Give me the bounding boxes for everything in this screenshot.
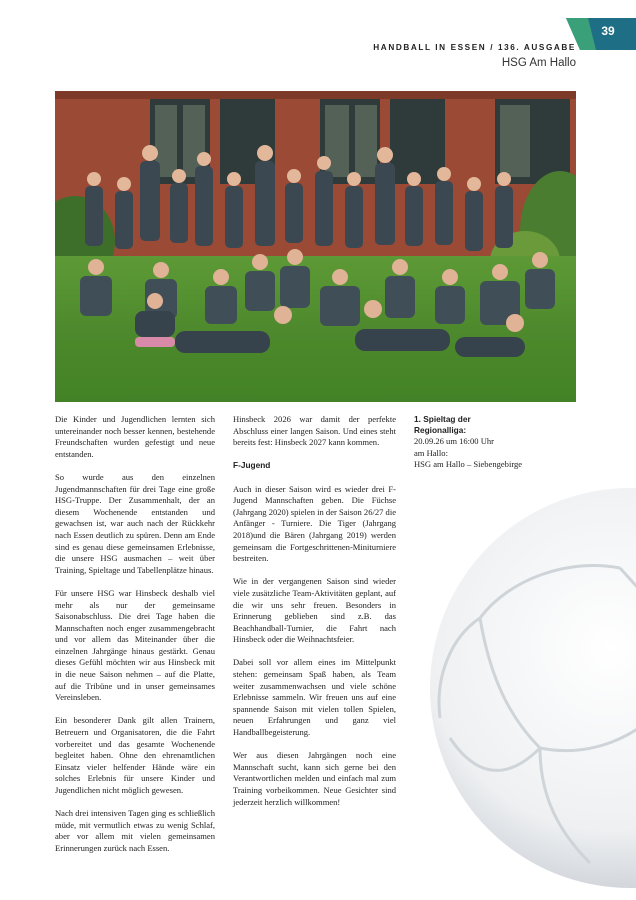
match-date: 20.09.26 um 16:00 Uhr — [414, 436, 495, 446]
paragraph: So wurde aus den einzelnen Jugendmannschaften für drei Tage eine große HSG-Truppe. Der Zusammenhalt, der an diesem Wochenende entstanden und gewachsen ist, war auch nach der Rückkehr nach Essen deutlich zu spüren. Denn am Ende sind es genau diese gemeinsamen Erlebnisse, die unsere HSG ausmachen – weit über Training, Spieltage und Tabellenplätze hinaus. — [55, 471, 215, 575]
article-column-1 — [55, 414, 215, 866]
match-info-heading-line: 1. Spieltag der — [414, 414, 471, 424]
match-venue: am Hallo: — [414, 447, 448, 458]
match-pairing: HSG am Hallo – Siebengebirge — [414, 459, 523, 470]
club-name: HSG Am Hallo — [501, 57, 576, 69]
match-info-heading — [414, 414, 564, 436]
paragraph: Auch in dieser Saison wird es wieder drei F-Jugend Mannschaften geben. Die Füchse (Jahrgang 2020) spielen in der Saison 26/27 die Anfänger - Turniere. Die Tiger (Jahrgang 2018)und die Bären (Jahrgang 2019) werden gemeinsam die Fortgeschrittenen-Miniturniere bestreiten. — [233, 483, 396, 564]
paragraph: Wer aus diesen Jahrgängen noch eine Mannschaft sucht, kann sich gerne bei den Verantwortlichen melden und einfach mal zum Training vorbeikommen. Neue Gesichter sind jederzeit herzlich willkommen! — [233, 750, 396, 807]
section-heading: F-Jugend — [233, 460, 271, 471]
paragraph: Dabei soll vor allem eines im Mittelpunkt stehen: gemeinsam Spaß haben, als Team weiter zusammenwachsen und viele schöne Erlebnisse sammeln. Wir freuen uns auf eine spannende Saison mit vielen tollen Spielen, neuen Erfahrungen und ganz viel Handballbegeisterung. — [233, 657, 396, 738]
team-photo — [55, 91, 576, 402]
paragraph: Ein besonderer Dank gilt allen Trainern, Betreuern und Organisatoren, die die Fahrt vorbereitet und das gesamte Wochenende begleitet haben. Ohne den ehrenamtlichen Einsatz vieler helfender Hände wäre ein solches Erlebnis für unsere Kinder und Jugendlichen nicht möglich gewesen. — [55, 715, 215, 795]
paragraph: Hinsbeck 2026 war damit der perfekte Abschluss einer langen Saison. Und eines steht bereits fest: Hinsbeck 2027 kann kommen. — [233, 414, 396, 448]
article-column-2 — [233, 414, 396, 820]
paragraph: Für unsere HSG war Hinsbeck deshalb viel mehr als nur der gemeinsame Saisonabschluss. Die drei Tage haben die Mannschaften noch enger zusammengebracht und vor allem das Miteinander über die einzelnen Jahrgänge hinaus gestärkt. Genau dieses Gefühl möchten wir aus Hinsbeck mit in die neue Saison nehmen – auf die Platte, auf die Tribüne und in unser gemeinsames Vereinsleben. — [55, 587, 215, 703]
paragraph: Wie in der vergangenen Saison sind wieder viele zusätzliche Team-Aktivitäten geplant, auf die wir uns sehr freuen. Besonders in Erinnerung geblieben sind z.B. das Beachhandball-Turnier, die Fahrt nach Hinsbeck oder die Weihnachtsfeier. — [233, 576, 396, 645]
match-info — [414, 414, 564, 471]
match-info-heading-line: Regionalliga: — [414, 425, 467, 435]
magazine-kicker: HANDBALL IN ESSEN / 136. AUSGABE — [373, 43, 576, 52]
handball-graphic — [420, 488, 636, 888]
paragraph: Die Kinder und Jugendlichen lernten sich untereinander noch besser kennen, bestehende Freundschaften wurden gefestigt und neue entstanden. — [55, 414, 215, 459]
page-number: 39 — [601, 24, 615, 38]
paragraph: Nach drei intensiven Tagen ging es schließlich müde, mit vermutlich etwas zu wenig Schlaf, aber vor allem mit vielen gemeinsamen Erinnerungen zurück nach Essen. — [55, 808, 215, 853]
